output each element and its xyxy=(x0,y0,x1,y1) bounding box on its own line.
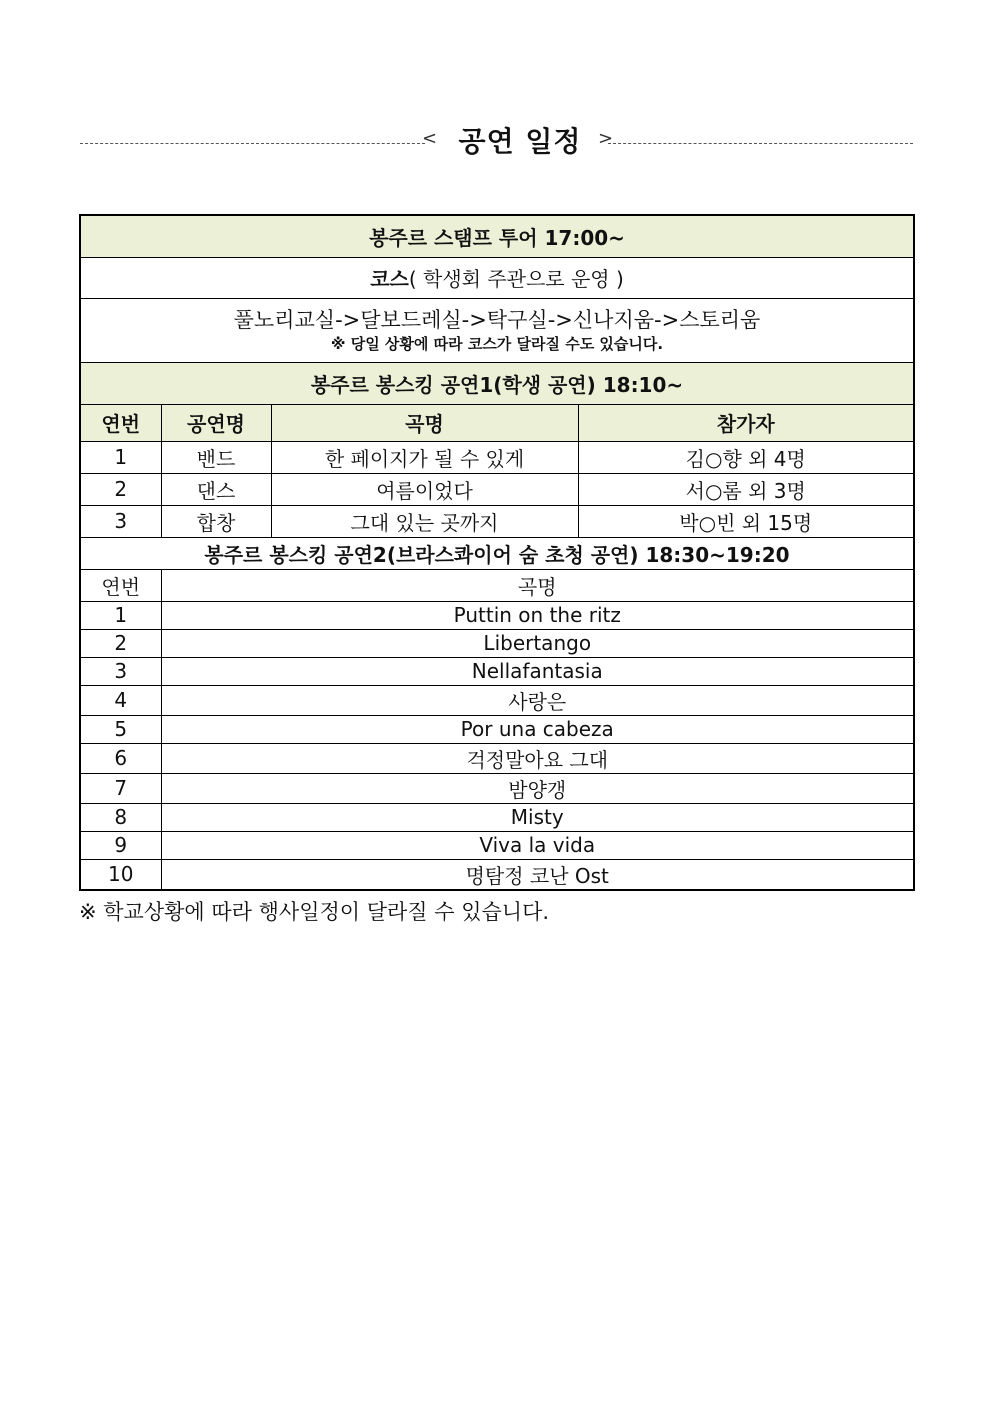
row-number: 4 xyxy=(80,685,161,715)
table-row xyxy=(80,803,914,831)
table-row xyxy=(80,657,914,685)
page-title: 공연 일정 xyxy=(458,125,582,158)
table-row xyxy=(80,859,914,890)
chevron-left-icon: < xyxy=(422,128,438,149)
participants: 김○향 외 4명 xyxy=(578,441,914,473)
busking2-heading: 봉주르 봉스킹 공연2(브라스콰이어 숨 초청 공연) 18:30~19:20 xyxy=(80,537,914,569)
title-row xyxy=(80,118,913,162)
title-divider-left xyxy=(80,143,425,144)
busking2-header-row xyxy=(80,569,914,601)
row-number: 2 xyxy=(80,473,161,505)
stamp-tour-heading-row xyxy=(80,215,914,257)
song-title: Misty xyxy=(161,803,914,831)
route-cell xyxy=(80,298,914,362)
table-row xyxy=(80,505,914,537)
performance-name: 밴드 xyxy=(161,441,271,473)
table-row xyxy=(80,773,914,803)
busking1-heading: 봉주르 봉스킹 공연1(학생 공연) 18:10~ xyxy=(80,362,914,404)
song-title: 명탐정 코난 Ost xyxy=(161,859,914,890)
stamp-tour-heading: 봉주르 스탬프 투어 17:00~ xyxy=(80,215,914,257)
row-number: 1 xyxy=(80,601,161,629)
course-row xyxy=(80,257,914,298)
row-number: 9 xyxy=(80,831,161,859)
course-label: 코스 xyxy=(370,267,409,291)
participants: 박○빈 외 15명 xyxy=(578,505,914,537)
song-title: 밤양갱 xyxy=(161,773,914,803)
song-title: 사랑은 xyxy=(161,685,914,715)
song-title: 걱정말아요 그대 xyxy=(161,743,914,773)
song-title: Viva la vida xyxy=(161,831,914,859)
table-row xyxy=(80,743,914,773)
course-cell xyxy=(80,257,914,298)
row-number: 5 xyxy=(80,715,161,743)
song-title: 여름이었다 xyxy=(271,473,578,505)
song-title: 한 페이지가 될 수 있게 xyxy=(271,441,578,473)
col-header-number: 연번 xyxy=(80,569,161,601)
busking1-heading-row xyxy=(80,362,914,404)
route-note: ※ 당일 상황에 따라 코스가 달라질 수도 있습니다. xyxy=(330,335,664,353)
participants: 서○롬 외 3명 xyxy=(578,473,914,505)
title-divider-right xyxy=(608,143,913,144)
row-number: 2 xyxy=(80,629,161,657)
row-number: 10 xyxy=(80,859,161,890)
col-header-participants: 참가자 xyxy=(578,404,914,441)
busking1-header-row xyxy=(80,404,914,441)
row-number: 3 xyxy=(80,657,161,685)
song-title: Puttin on the ritz xyxy=(161,601,914,629)
course-organizer: ( 학생회 주관으로 운영 ) xyxy=(408,267,624,291)
song-title: 그대 있는 곳까지 xyxy=(271,505,578,537)
song-title: Nellafantasia xyxy=(161,657,914,685)
col-header-song: 곡명 xyxy=(271,404,578,441)
chevron-right-icon: > xyxy=(598,128,614,149)
footnote: ※ 학교상황에 따라 행사일정이 달라질 수 있습니다. xyxy=(79,900,550,924)
col-header-performance: 공연명 xyxy=(161,404,271,441)
performance-name: 합창 xyxy=(161,505,271,537)
table-row xyxy=(80,685,914,715)
col-header-song: 곡명 xyxy=(161,569,914,601)
row-number: 8 xyxy=(80,803,161,831)
row-number: 1 xyxy=(80,441,161,473)
route-text: 풀노리교실->달보드레실->탁구실->신나지움->스토리움 xyxy=(233,308,761,332)
row-number: 6 xyxy=(80,743,161,773)
busking2-heading-row xyxy=(80,537,914,569)
table-row xyxy=(80,831,914,859)
table-row xyxy=(80,629,914,657)
route-row xyxy=(80,298,914,362)
table-row xyxy=(80,715,914,743)
song-title: Por una cabeza xyxy=(161,715,914,743)
table-row xyxy=(80,441,914,473)
song-title: Libertango xyxy=(161,629,914,657)
col-header-number: 연번 xyxy=(80,404,161,441)
performance-name: 댄스 xyxy=(161,473,271,505)
table-row xyxy=(80,601,914,629)
row-number: 3 xyxy=(80,505,161,537)
row-number: 7 xyxy=(80,773,161,803)
schedule-table xyxy=(79,214,915,891)
table-row xyxy=(80,473,914,505)
